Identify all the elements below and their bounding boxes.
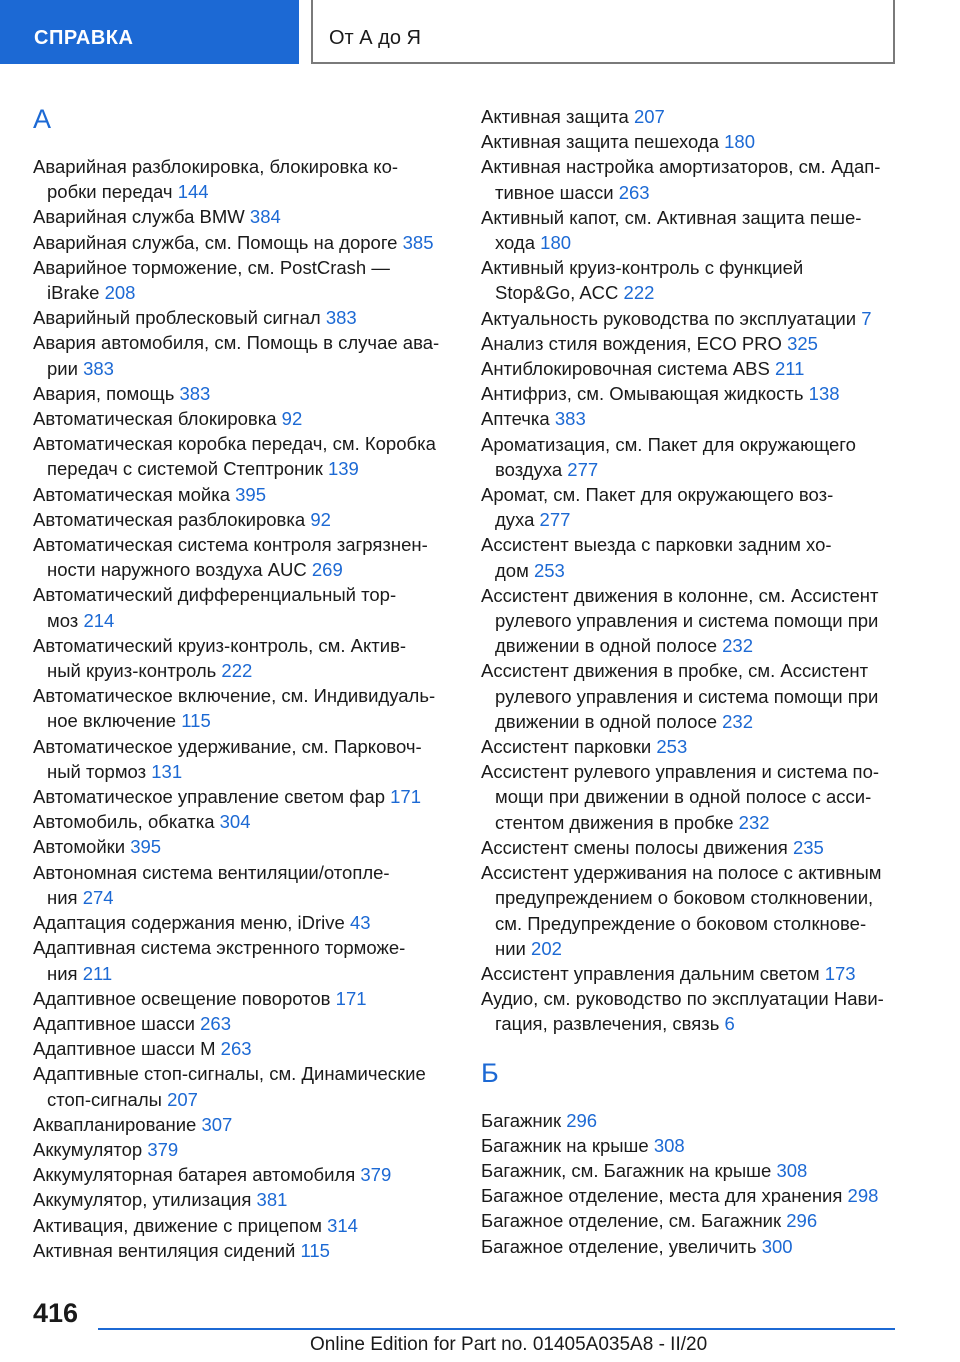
page-link[interactable]: 139 <box>327 458 359 480</box>
index-entry <box>33 1213 453 1238</box>
entry-text: Автоматический дифференциальный тор- <box>33 584 397 606</box>
entry-text: см. Предупреждение о боковом столкнове- <box>495 912 867 934</box>
page-link[interactable]: 383 <box>554 408 586 430</box>
index-entry <box>33 734 453 784</box>
entry-text: тивное шасси <box>495 181 614 203</box>
entry-text: предупреждением о боковом столкновении, <box>495 887 874 909</box>
entry-text: передач с системой Стептроник <box>47 458 323 480</box>
entry-text: рулевого управления и система помощи при <box>495 610 879 632</box>
entry-text: Автоматическое удерживание, см. Парковоч- <box>33 735 422 757</box>
page-link[interactable]: 383 <box>83 357 114 379</box>
index-entry <box>33 154 453 204</box>
index-entry <box>481 532 911 582</box>
page-link[interactable]: 383 <box>179 382 211 404</box>
index-entry <box>481 381 911 406</box>
index-entry <box>33 633 453 683</box>
entry-text: Активный круиз-контроль с функцией <box>481 257 804 279</box>
page-link[interactable]: 115 <box>300 1239 330 1261</box>
entry-text: Аварийная служба BMW <box>33 206 245 228</box>
index-entry <box>33 330 453 380</box>
index-entry <box>33 482 453 507</box>
index-entry <box>481 432 911 482</box>
entry-text: Автоматическое управление светом фар <box>33 786 385 808</box>
page-link[interactable]: 7 <box>861 307 872 329</box>
page-link[interactable]: 300 <box>761 1235 793 1257</box>
index-entry <box>481 306 911 331</box>
entry-text: Багажник <box>481 1109 562 1131</box>
entry-text: ный круиз-контроль <box>47 660 217 682</box>
index-entry <box>481 759 911 835</box>
index-entry <box>33 1011 453 1036</box>
entry-text: Активный капот, см. Активная защита пеше- <box>481 206 862 228</box>
index-column-right <box>481 104 911 1259</box>
index-entry <box>33 406 453 431</box>
entry-text: нии <box>495 937 526 959</box>
page-link[interactable]: 202 <box>531 937 562 959</box>
index-list-a-left <box>33 154 453 1263</box>
entry-text: рулевого управления и система помощи при <box>495 685 879 707</box>
index-entry <box>481 406 911 431</box>
index-entry <box>33 381 453 406</box>
index-letter-b: Б <box>481 1057 499 1088</box>
index-entry <box>481 1208 911 1233</box>
entry-text: Активная вентиляция сидений <box>33 1239 296 1261</box>
entry-text: Автоматическая разблокировка <box>33 508 306 530</box>
index-entry <box>481 1108 911 1133</box>
entry-text: Актуальность руководства по эксплуатации <box>481 307 857 329</box>
page-link[interactable]: 385 <box>402 231 434 253</box>
index-entry <box>481 658 911 734</box>
index-entry <box>481 331 911 356</box>
page-link[interactable]: 180 <box>540 232 572 254</box>
entry-text: моз <box>47 609 79 631</box>
page-link[interactable]: 171 <box>335 987 367 1009</box>
entry-text: Адаптивное освещение поворотов <box>33 987 331 1009</box>
entry-text: Аккумулятор <box>33 1138 143 1160</box>
entry-text: Ассистент смены полосы движения <box>481 836 788 858</box>
entry-text: Аудио, см. руководство по эксплуатации Нави- <box>481 988 884 1010</box>
page-link[interactable]: 92 <box>310 508 331 530</box>
page-link[interactable]: 232 <box>738 811 770 833</box>
index-entry <box>33 1036 453 1061</box>
index-entry <box>33 305 453 330</box>
index-list-a-right <box>481 104 911 1037</box>
page-link[interactable]: 253 <box>533 559 565 581</box>
index-entry <box>481 129 911 154</box>
entry-text: Ассистент удерживания на полосе с активным <box>481 862 882 884</box>
index-letter-a: А <box>33 104 52 134</box>
page-link[interactable]: 381 <box>256 1189 288 1211</box>
index-entry <box>481 1183 911 1208</box>
page-link[interactable]: 211 <box>82 962 113 984</box>
entry-text: Ассистент управления дальним светом <box>481 962 820 984</box>
page-link[interactable]: 115 <box>181 710 211 732</box>
page-link[interactable]: 379 <box>147 1138 179 1160</box>
entry-text: Автоматическая система контроля загрязнен- <box>33 534 428 556</box>
index-entry <box>481 1133 911 1158</box>
entry-text: Багажное отделение, см. Багажник <box>481 1210 782 1232</box>
entry-text: Активация, движение с прицепом <box>33 1214 322 1236</box>
page-link[interactable]: 263 <box>618 181 650 203</box>
entry-text: дом <box>495 559 529 581</box>
entry-text: Активная защита пешехода <box>481 131 719 153</box>
entry-text: Адаптация содержания меню, iDrive <box>33 912 345 934</box>
page-link[interactable]: 277 <box>539 509 571 531</box>
entry-text: хода <box>495 232 536 254</box>
page-link[interactable]: 395 <box>235 483 266 505</box>
index-entry <box>481 860 911 961</box>
page-link[interactable]: 314 <box>327 1214 358 1236</box>
index-entry <box>481 986 911 1036</box>
entry-text: iBrake <box>47 282 100 304</box>
entry-text: Багажник, см. Багажник на крыше <box>481 1159 772 1181</box>
entry-text: Ассистент движения в колонне, см. Ассистент <box>481 584 879 606</box>
index-entry <box>33 1137 453 1162</box>
index-entry <box>33 431 453 481</box>
entry-text: Аккумуляторная батарея автомобиля <box>33 1164 356 1186</box>
page-link[interactable]: 207 <box>167 1088 198 1110</box>
entry-text: Автоматический круиз-контроль, см. Актив- <box>33 634 407 656</box>
page-link[interactable]: 6 <box>724 1013 735 1035</box>
entry-text: Автомойки <box>33 836 126 858</box>
entry-text: Анализ стиля вождения, ECO PRO <box>481 332 782 354</box>
page-number: 416 <box>33 1298 79 1328</box>
index-entry <box>481 1158 911 1183</box>
entry-text: Багажное отделение, места для хранения <box>481 1185 843 1207</box>
page-link[interactable]: 253 <box>656 736 688 758</box>
entry-text: движении в одной полосе <box>495 635 717 657</box>
entry-text: мощи при движении в одной полосе с асси- <box>495 786 872 808</box>
page-link[interactable]: 211 <box>774 358 805 380</box>
entry-text: Аварийный проблесковый сигнал <box>33 307 321 329</box>
entry-text: Stop&Go, ACC <box>495 282 619 304</box>
entry-text: движении в одной полосе <box>495 710 717 732</box>
entry-text: ный тормоз <box>47 760 147 782</box>
entry-text: Адаптивные стоп-сигналы, см. Динамические <box>33 1063 426 1085</box>
index-entry <box>481 482 911 532</box>
page-link[interactable]: 308 <box>653 1134 685 1156</box>
entry-text: Автоматическая коробка передач, см. Коробка <box>33 433 436 455</box>
index-entry <box>33 784 453 809</box>
page-link[interactable]: 235 <box>792 836 824 858</box>
page-link[interactable]: 131 <box>151 760 183 782</box>
footer-divider <box>98 1328 895 1330</box>
index-entry <box>33 582 453 632</box>
index-entry <box>33 1061 453 1111</box>
page-link[interactable]: 274 <box>82 886 114 908</box>
page-link[interactable]: 269 <box>311 559 343 581</box>
page-link[interactable]: 222 <box>623 282 655 304</box>
entry-text: Аварийная служба, см. Помощь на дороге <box>33 231 398 253</box>
entry-text: Авария, помощь <box>33 382 175 404</box>
page-header <box>0 0 960 64</box>
index-entry <box>481 583 911 659</box>
page-link[interactable]: 379 <box>360 1164 392 1186</box>
index-column-left <box>33 104 453 1263</box>
index-entry <box>33 230 453 255</box>
page-link[interactable]: 232 <box>722 635 754 657</box>
page-link[interactable]: 208 <box>104 282 136 304</box>
page-link[interactable]: 43 <box>349 912 371 934</box>
index-entry <box>481 734 911 759</box>
index-entry <box>481 961 911 986</box>
entry-text: Авария автомобиля, см. Помощь в случае ава- <box>33 332 440 354</box>
entry-text: Ассистент парковки <box>481 736 652 758</box>
entry-text: стентом движения в пробке <box>495 811 734 833</box>
entry-text: Автономная система вентиляции/отопле- <box>33 861 390 883</box>
index-entry <box>33 1112 453 1137</box>
entry-text: Автомобиль, обкатка <box>33 811 215 833</box>
entry-text: робки передач <box>47 181 173 203</box>
entry-text: Багажник на крыше <box>481 1134 649 1156</box>
entry-text: Автоматическая блокировка <box>33 408 277 430</box>
entry-text: Аварийное торможение, см. PostCrash — <box>33 256 390 278</box>
index-entry <box>33 204 453 229</box>
page-link[interactable]: 214 <box>83 609 115 631</box>
page-link[interactable]: 263 <box>200 1012 231 1034</box>
index-entry <box>481 356 911 381</box>
page-link[interactable]: 92 <box>281 408 303 430</box>
index-entry <box>33 910 453 935</box>
index-entry <box>33 507 453 532</box>
entry-text: Активная защита <box>481 106 629 127</box>
page-link[interactable]: 222 <box>221 660 253 682</box>
entry-text: Аккумулятор, утилизация <box>33 1189 252 1211</box>
entry-text: ния <box>47 962 78 984</box>
entry-text: Аварийная разблокировка, блокировка ко- <box>33 156 399 177</box>
entry-text: Автоматическое включение, см. Индивидуаль- <box>33 685 436 707</box>
entry-text: Ассистент рулевого управления и система по- <box>481 761 880 783</box>
page-link[interactable]: 296 <box>566 1109 598 1131</box>
index-entry <box>33 860 453 910</box>
index-entry <box>481 104 911 129</box>
entry-text: Ассистент движения в пробке, см. Ассистент <box>481 660 869 682</box>
entry-text: Антифриз, см. Омывающая жидкость <box>481 383 804 405</box>
index-entry <box>33 532 453 582</box>
index-entry <box>33 834 453 859</box>
entry-text: Аптечка <box>481 408 550 430</box>
page-link[interactable]: 296 <box>786 1210 818 1232</box>
entry-text: Ассистент выезда с парковки задним хо- <box>481 534 832 556</box>
entry-text: стоп-сигналы <box>47 1088 162 1110</box>
index-entry <box>33 935 453 985</box>
entry-text: Активная настройка амортизаторов, см. Адап- <box>481 156 881 178</box>
index-entry <box>33 1162 453 1187</box>
page-link[interactable]: 325 <box>787 332 818 354</box>
page-link[interactable]: 207 <box>633 106 665 127</box>
index-entry <box>33 683 453 733</box>
index-entry <box>33 1238 453 1263</box>
section-tab[interactable]: СПРАВКА <box>0 0 299 64</box>
entry-text: ное включение <box>47 710 177 732</box>
page-link[interactable]: 304 <box>219 811 251 833</box>
index-entry <box>481 154 911 204</box>
index-entry <box>481 835 911 860</box>
entry-text: Ароматизация, см. Пакет для окружающего <box>481 433 856 455</box>
entry-text: ности наружного воздуха AUC <box>47 559 307 581</box>
entry-text: Антиблокировочная система ABS <box>481 358 770 380</box>
entry-text: Адаптивное шасси <box>33 1012 195 1034</box>
index-list-b <box>481 1108 911 1259</box>
entry-text: Адаптивное шасси M <box>33 1038 216 1060</box>
page-link[interactable]: 308 <box>776 1159 808 1181</box>
edition-info: Online Edition for Part no. 01405A035A8 - II/20 <box>310 1334 708 1355</box>
entry-text: гация, развлечения, связь <box>495 1013 720 1035</box>
page-link[interactable]: 307 <box>201 1113 233 1135</box>
index-entry <box>33 1187 453 1212</box>
page-link[interactable]: 395 <box>130 836 162 858</box>
page-link[interactable]: 277 <box>567 458 599 480</box>
index-entry <box>33 986 453 1011</box>
index-entry <box>481 205 911 255</box>
index-entry <box>33 809 453 834</box>
page-link[interactable]: 171 <box>390 786 422 808</box>
index-entry <box>481 255 911 305</box>
index-entry <box>481 1234 911 1259</box>
page-link[interactable]: 383 <box>325 307 357 329</box>
page-link[interactable]: 138 <box>808 383 840 405</box>
entry-text: Автоматическая мойка <box>33 483 230 505</box>
page-link[interactable]: 384 <box>249 206 281 228</box>
page-link[interactable]: 232 <box>722 710 754 732</box>
entry-text: ния <box>47 886 78 908</box>
entry-text: Адаптивная система экстренного торможе- <box>33 937 406 959</box>
entry-text: духа <box>495 509 535 531</box>
page-link[interactable]: 180 <box>724 131 756 153</box>
page-link[interactable]: 173 <box>824 962 856 984</box>
chapter-title: От А до Я <box>311 0 895 64</box>
entry-text: Багажное отделение, увеличить <box>481 1235 757 1257</box>
page-link[interactable]: 298 <box>847 1185 879 1207</box>
entry-text: воздуха <box>495 458 563 480</box>
page-link[interactable]: 263 <box>220 1038 252 1060</box>
index-entry <box>33 255 453 305</box>
entry-text: Аквапланирование <box>33 1113 197 1135</box>
page-link[interactable]: 144 <box>177 181 209 203</box>
entry-text: рии <box>47 357 78 379</box>
entry-text: Аромат, см. Пакет для окружающего воз- <box>481 484 834 506</box>
